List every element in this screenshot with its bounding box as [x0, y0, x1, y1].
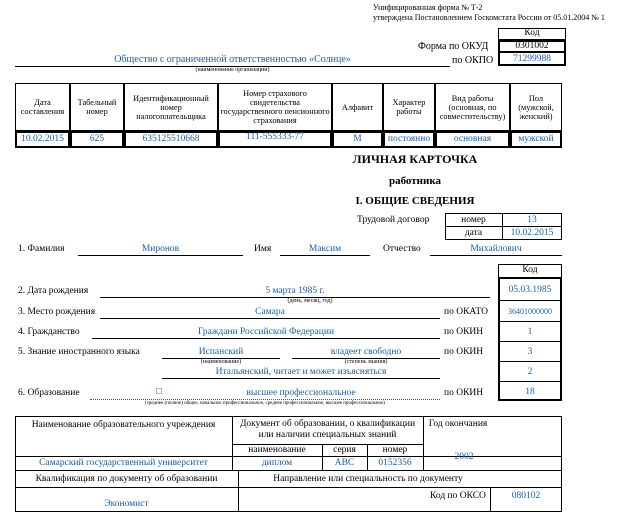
form-approval: утверждена Постановлением Госкомстата России от 05.01.2004 № 1: [373, 13, 605, 22]
okso-code: 080102: [511, 491, 541, 501]
institution-header: Наименование образовательного учреждения: [31, 420, 216, 430]
value-work-character: постоянно: [383, 131, 435, 148]
codes-column-header: Код: [522, 265, 538, 275]
card-subtitle: работника: [388, 175, 442, 187]
section-title: I. ОБЩИЕ СВЕДЕНИЯ: [355, 195, 475, 207]
language-label: 5. Знание иностранного языка: [18, 347, 140, 357]
surname-value: Миронов: [141, 244, 180, 254]
education-label: 6. Образование: [18, 388, 80, 398]
value-snils: 111-555333-77: [218, 131, 332, 148]
first-name-label: Имя: [254, 244, 272, 254]
code-header: Код: [524, 28, 540, 38]
education-code: 18: [525, 387, 535, 397]
first-name-value: Максим: [308, 244, 342, 254]
value-inn: 635125510668: [124, 131, 218, 148]
value-work-type: основная: [435, 131, 510, 148]
patronymic-label: Отчество: [383, 244, 421, 254]
header-alphabet: Алфавит: [332, 83, 383, 131]
language-2: Итальянский, читает и может изъясняться: [215, 367, 387, 377]
contract-number-label: номер: [461, 215, 486, 225]
doc-number-value: 0152356: [378, 458, 412, 468]
birth-date-value: 5 марта 1985 г.: [265, 286, 325, 296]
okpo-label: по ОКПО: [452, 55, 494, 66]
education-checkbox-icon: □: [156, 386, 163, 397]
contract-number: 13: [527, 215, 537, 225]
organization-caption: (наименование организации): [195, 67, 270, 73]
doc-series-header: серия: [333, 445, 356, 455]
birth-date-code: 05.03.1985: [508, 285, 552, 295]
card-title: ЛИЧНАЯ КАРТОЧКА: [352, 152, 478, 166]
contract-date: 10.02.2015: [510, 228, 554, 238]
surname-label: 1. Фамилия: [18, 244, 65, 254]
doc-name-header: наименование: [248, 445, 306, 455]
okin-citizenship-label: по ОКИН: [444, 327, 484, 337]
value-alphabet: М: [332, 131, 383, 148]
doc-number-header: номер: [382, 445, 408, 455]
doc-name-value: диплом: [261, 458, 293, 468]
citizenship-value: Граждани Российской Федерации: [197, 327, 335, 337]
okso-label: Код по ОКСО: [430, 491, 486, 501]
language-level-caption: (степень знания): [344, 359, 388, 365]
birth-date-label: 2. Дата рождения: [18, 286, 89, 296]
form-title: Унифицированная форма № Т-2: [373, 3, 483, 12]
value-sex: мужской: [510, 131, 562, 148]
okato-label: по ОКАТО: [444, 307, 488, 317]
okud-code: 0301002: [515, 41, 549, 51]
header-work-type: Вид работы (основная, по совместительству): [435, 83, 510, 131]
language-2-code: 2: [527, 367, 533, 377]
header-inn: Идентификационный номер налогоплательщика: [124, 83, 218, 131]
value-date: 10.02.2015: [15, 131, 70, 148]
education-caption: (среднее (полное) общее, начальное профессиональное, среднее профессиональное, высшее профессиональное): [145, 401, 385, 406]
direction-header: Направление или специальность по документу: [273, 474, 463, 484]
education-value: высшее профессиональное: [246, 388, 356, 398]
birthplace-label: 3. Место рождения: [18, 307, 96, 317]
language-1: Испанский: [198, 347, 244, 357]
birthplace-value: Самара: [255, 307, 285, 317]
okin-education-label: по ОКИН: [444, 388, 484, 398]
header-work-character: Характер работы: [383, 83, 435, 131]
contract-date-label: дата: [464, 228, 483, 238]
qualification-value: Экономист: [104, 499, 149, 509]
institution-value: Самарский государственный университет: [39, 458, 208, 468]
doc-series-value: АВС: [334, 458, 355, 468]
header-sex: Пол (мужской, женский): [510, 83, 562, 131]
header-snils: Номер страхового свидетельства государственного пенсионного страхования: [218, 83, 332, 131]
language-name-caption: (наименование): [200, 359, 242, 365]
citizenship-code: 1: [527, 327, 533, 337]
document-header: Документ об образовании, о квалификации или наличии специальных знаний: [239, 419, 416, 440]
patronymic-value: Михайлович: [470, 244, 522, 254]
language-1-level: владеет свободно: [330, 347, 402, 357]
okud-label: Форма по ОКУД: [418, 41, 489, 52]
header-date: Дата составления: [15, 83, 70, 131]
graduation-year-header: Год окончания: [428, 419, 488, 429]
citizenship-label: 4. Гражданство: [18, 327, 80, 337]
value-tabel: 625: [70, 131, 124, 148]
contract-label: Трудовой договор: [357, 215, 430, 225]
okato-code: 36401000000: [508, 307, 552, 316]
birth-date-caption: (день, месяц, год): [287, 298, 333, 304]
qualification-header: Квалификация по документу об образовании: [35, 474, 218, 484]
okin-language-label: по ОКИН: [444, 347, 484, 357]
okpo-code: 71299988: [513, 54, 551, 64]
header-tabel: Табельный номер: [70, 83, 124, 131]
organization-name: Общество с ограниченной ответственностью «Солнце»: [114, 54, 351, 65]
graduation-year-value: 2002: [454, 452, 474, 462]
language-1-code: 3: [527, 347, 533, 357]
